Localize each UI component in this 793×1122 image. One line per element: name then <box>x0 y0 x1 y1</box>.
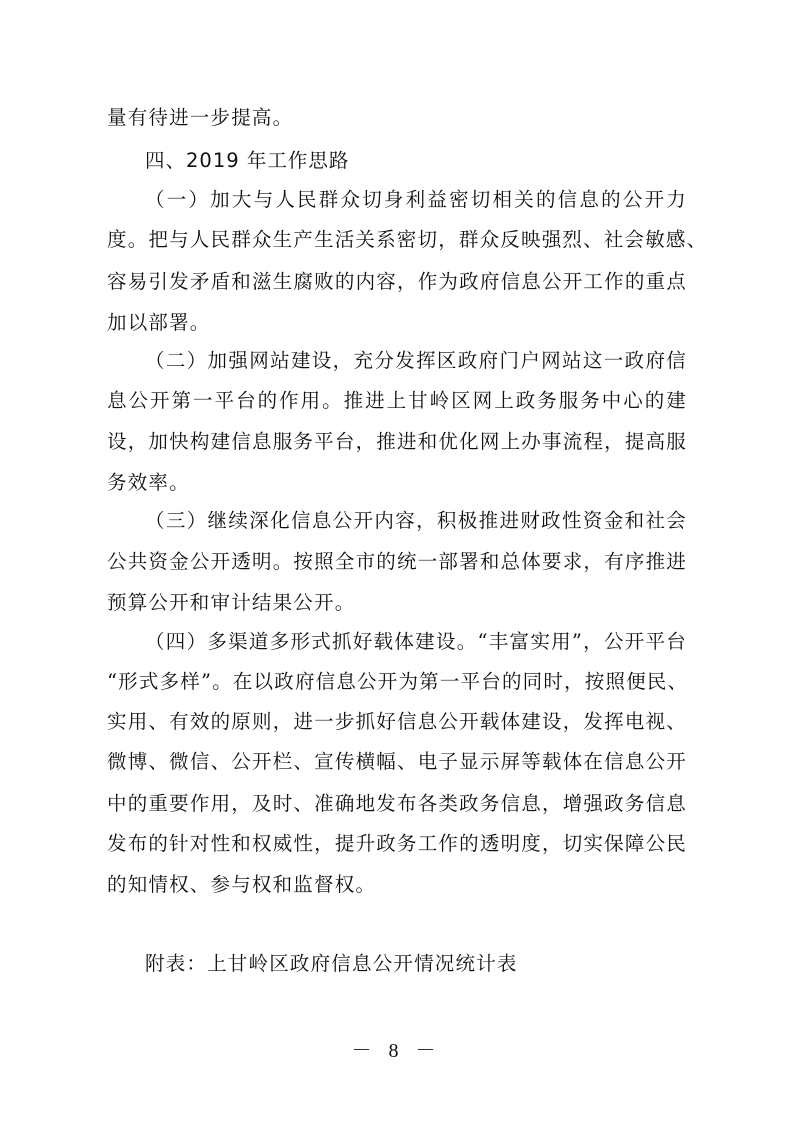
paragraph-2-line-2: 息公开第一平台的作用。推进上甘岭区网上政务服务中心的建 <box>107 389 687 412</box>
paragraph-4-line-6: 发布的针对性和权威性，提升政务工作的透明度，切实保障公民 <box>107 832 687 855</box>
paragraph-2-line-4: 务效率。 <box>107 471 190 494</box>
paragraph-1-line-3: 容易引发矛盾和滋生腐败的内容，作为政府信息公开工作的重点 <box>107 270 687 293</box>
paragraph-2-line-3: 设，加快构建信息服务平台，推进和优化网上办事流程，提高服 <box>107 430 687 453</box>
attachment-note: 附表：上甘岭区政府信息公开情况统计表 <box>145 952 518 975</box>
paragraph-3-line-2: 公共资金公开透明。按照全市的统一部署和总体要求，有序推进 <box>107 550 687 573</box>
paragraph-2-line-1: （二）加强网站建设，充分发挥区政府门户网站这一政府信 <box>145 349 687 372</box>
paragraph-3-line-3: 预算公开和审计结果公开。 <box>107 591 356 614</box>
paragraph-4-line-3: 实用、有效的原则，进一步抓好信息公开载体建设，发挥电视、 <box>107 710 687 733</box>
paragraph-3-line-1: （三）继续深化信息公开内容，积极推进财政性资金和社会 <box>145 509 687 532</box>
paragraph-1-line-2: 度。把与人民群众生产生活关系密切，群众反映强烈、社会敏感、 <box>107 228 708 251</box>
text-line-1: 量有待进一步提高。 <box>107 106 294 129</box>
paragraph-1-line-4: 加以部署。 <box>107 311 211 334</box>
paragraph-4-line-5: 中的重要作用，及时、准确地发布各类政务信息，增强政务信息 <box>107 792 687 815</box>
page-number: － 8 － <box>351 1040 442 1062</box>
paragraph-4-line-4: 微博、微信、公开栏、宣传横幅、电子显示屏等载体在信息公开 <box>107 750 687 773</box>
paragraph-1-line-1: （一）加大与人民群众切身利益密切相关的信息的公开力 <box>145 188 687 211</box>
section-heading: 四、2019 年工作思路 <box>145 149 350 172</box>
paragraph-4-line-2: “形式多样”。在以政府信息公开为第一平台的同时，按照便民、 <box>107 670 689 693</box>
paragraph-4-line-1: （四）多渠道多形式抓好载体建设。“丰富实用”，公开平台 <box>145 630 687 653</box>
paragraph-4-line-7: 的知情权、参与权和监督权。 <box>107 873 377 896</box>
